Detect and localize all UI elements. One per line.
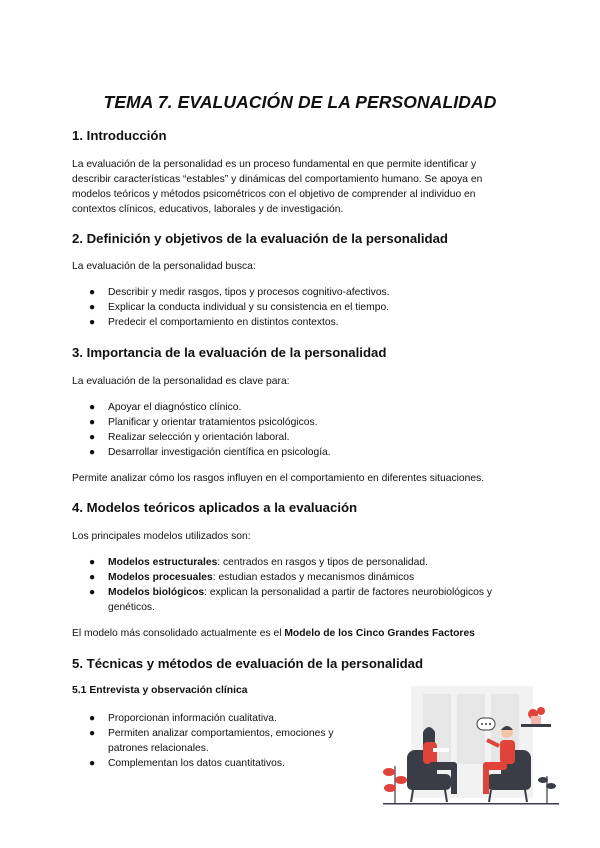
paragraph-line: modelos teóricos y métodos psicométricos con el objetivo de comprender al individuo en	[72, 189, 476, 200]
bullet-icon: ●	[89, 302, 96, 313]
section-5-heading: 5. Técnicas y métodos de evaluación de la personalidad	[72, 656, 424, 671]
subsection-5-1-list	[72, 711, 372, 771]
section-3-closing: Permite analizar cómo los rasgos influyen en el comportamiento en diferentes situaciones.	[72, 473, 485, 484]
section-3-list	[72, 400, 530, 460]
list-item: ● Planificar y orientar tratamientos psicológicos.	[89, 417, 318, 428]
section-4-list	[72, 555, 530, 615]
list-item: ● Describir y medir rasgos, tipos y procesos cognitivo-afectivos.	[89, 287, 390, 298]
leaf-icon	[384, 784, 396, 792]
pot	[531, 716, 541, 724]
section-2-intro: La evaluación de la personalidad busca:	[72, 261, 256, 272]
paragraph-line: describir características “estables” y dinámicas del comportamiento humano. Se apoya en	[72, 174, 483, 185]
bullet-icon: ●	[89, 417, 96, 428]
document-title: TEMA 7. EVALUACIÓN DE LA PERSONALIDAD	[103, 92, 497, 112]
section-2-list	[72, 285, 530, 330]
leaf-icon	[395, 776, 407, 784]
section-4-closing: El modelo más consolidado actualmente es el Modelo de los Cinco Grandes Factores	[72, 628, 475, 639]
section-4-heading: 4. Modelos teóricos aplicados a la evaluación	[72, 500, 358, 515]
section-1-paragraph	[72, 157, 530, 217]
list-item: ● Apoyar el diagnóstico clínico.	[89, 402, 242, 413]
conversation-illustration	[383, 686, 559, 806]
list-item: ● Predecir el comportamiento en distintos contextos.	[89, 317, 339, 328]
bullet-icon: ●	[89, 587, 96, 598]
paragraph-line: contextos clínicos, educativos, laborales y de investigación.	[72, 204, 344, 215]
bullet-icon: ●	[89, 728, 96, 739]
bullet-icon: ●	[89, 572, 96, 583]
bullet-icon: ●	[89, 758, 96, 769]
section-1-heading: 1. Introducción	[72, 128, 167, 143]
bullet-icon: ●	[89, 432, 96, 443]
list-item: ● Desarrollar investigación científica en psicología.	[89, 447, 331, 458]
list-item: ● Permiten analizar comportamientos, emociones y patrones relacionales.	[89, 728, 334, 754]
leaf-icon	[538, 777, 548, 783]
plant-icon	[537, 707, 545, 715]
list-item: ● Proporcionan información cualitativa.	[89, 713, 277, 724]
leaf-icon	[383, 768, 395, 776]
list-item: ● Modelos procesuales: estudian estados y mecanismos dinámicos	[89, 572, 415, 583]
list-item: ● Modelos estructurales: centrados en rasgos y tipos de personalidad.	[89, 557, 428, 568]
list-item: ● Modelos biológicos: explican la personalidad a partir de factores neurobiológicos y genéticos.	[89, 587, 493, 613]
bullet-icon: ●	[89, 402, 96, 413]
bullet-icon: ●	[89, 713, 96, 724]
bullet-icon: ●	[89, 447, 96, 458]
leaf-icon	[546, 783, 556, 789]
bullet-icon: ●	[89, 317, 96, 328]
paragraph-line: La evaluación de la personalidad es un proceso fundamental en que permite identificar y	[72, 159, 477, 170]
bullet-icon: ●	[89, 557, 96, 568]
bullet-icon: ●	[89, 287, 96, 298]
list-item: ● Complementan los datos cuantitativos.	[89, 758, 285, 769]
section-3-intro: La evaluación de la personalidad es clave para:	[72, 376, 290, 387]
list-item: ● Realizar selección y orientación laboral.	[89, 432, 290, 443]
section-2-heading: 2. Definición y objetivos de la evaluación de la personalidad	[72, 231, 448, 246]
list-item: ● Explicar la conducta individual y su consistencia en el tiempo.	[89, 302, 390, 313]
section-3-heading: 3. Importancia de la evaluación de la personalidad	[72, 345, 387, 360]
subsection-5-1-heading: 5.1 Entrevista y observación clínica	[72, 685, 248, 696]
shelf	[521, 724, 551, 727]
section-4-intro: Los principales modelos utilizados son:	[72, 531, 251, 542]
